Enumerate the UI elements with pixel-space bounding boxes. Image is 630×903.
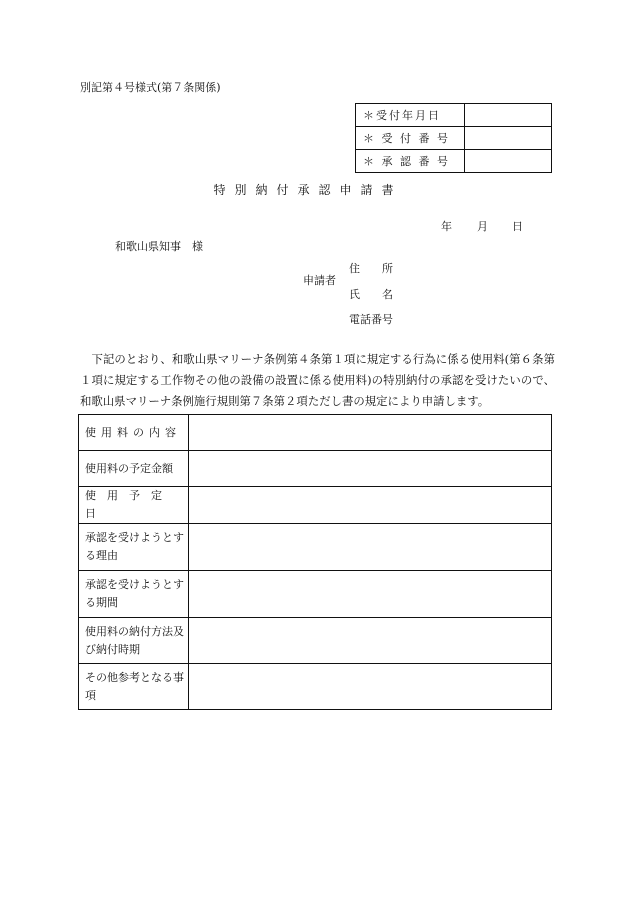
name-label: 氏 名 <box>349 288 393 301</box>
receipt-date-field[interactable] <box>465 104 552 127</box>
office-use-table <box>355 103 552 173</box>
table-row <box>79 618 552 664</box>
addressee: 和歌山県知事 様 <box>115 240 203 253</box>
usage-fee-content-label: 使用料の内容 <box>79 415 189 451</box>
approval-number-field[interactable] <box>465 150 552 173</box>
address-label: 住 所 <box>349 262 393 275</box>
phone-label: 電話番号 <box>349 313 393 326</box>
approval-period-field[interactable] <box>189 571 552 618</box>
approval-number-label: ＊ 承 認 番 号 <box>356 150 465 173</box>
applicant-label: 申請者 <box>303 274 336 287</box>
approval-period-label: 承認を受けようとする期間 <box>79 571 189 618</box>
date-day-label: 日 <box>512 220 523 233</box>
table-row <box>79 664 552 710</box>
document-title: 特別納付承認申請書 <box>213 183 403 197</box>
receipt-date-label: ＊受付年月日 <box>356 104 465 127</box>
approval-reason-label: 承認を受けようとする理由 <box>79 524 189 571</box>
details-table <box>78 414 552 710</box>
receipt-number-label: ＊ 受 付 番 号 <box>356 127 465 150</box>
table-row <box>356 104 552 127</box>
table-row <box>79 415 552 451</box>
approval-reason-field[interactable] <box>189 524 552 571</box>
planned-use-date-label: 使用予定日 <box>79 487 189 524</box>
planned-amount-field[interactable] <box>189 451 552 487</box>
payment-method-field[interactable] <box>189 618 552 664</box>
table-row <box>79 487 552 524</box>
table-row <box>79 524 552 571</box>
date-month-label: 月 <box>477 220 488 233</box>
usage-fee-content-field[interactable] <box>189 415 552 451</box>
application-statement: 下記のとおり、和歌山県マリーナ条例第４条第１項に規定する行為に係る使用料(第６条第１項に規定する工作物その他の設備の設置に係る使用料)の特別納付の承認を受けたいので、和歌山県マリーナ条例施行規則第７条第２項ただし書の規定により申請します。 <box>80 352 555 408</box>
payment-method-label: 使用料の納付方法及び納付時期 <box>79 618 189 664</box>
table-row <box>356 127 552 150</box>
table-row <box>356 150 552 173</box>
date-year-label: 年 <box>441 220 452 233</box>
table-row <box>79 451 552 487</box>
other-notes-label: その他参考となる事項 <box>79 664 189 710</box>
receipt-number-field[interactable] <box>465 127 552 150</box>
planned-amount-label: 使用料の予定金額 <box>79 451 189 487</box>
table-row <box>79 571 552 618</box>
other-notes-field[interactable] <box>189 664 552 710</box>
planned-use-date-field[interactable] <box>189 487 552 524</box>
form-number: 別記第４号様式(第７条関係) <box>80 81 221 94</box>
